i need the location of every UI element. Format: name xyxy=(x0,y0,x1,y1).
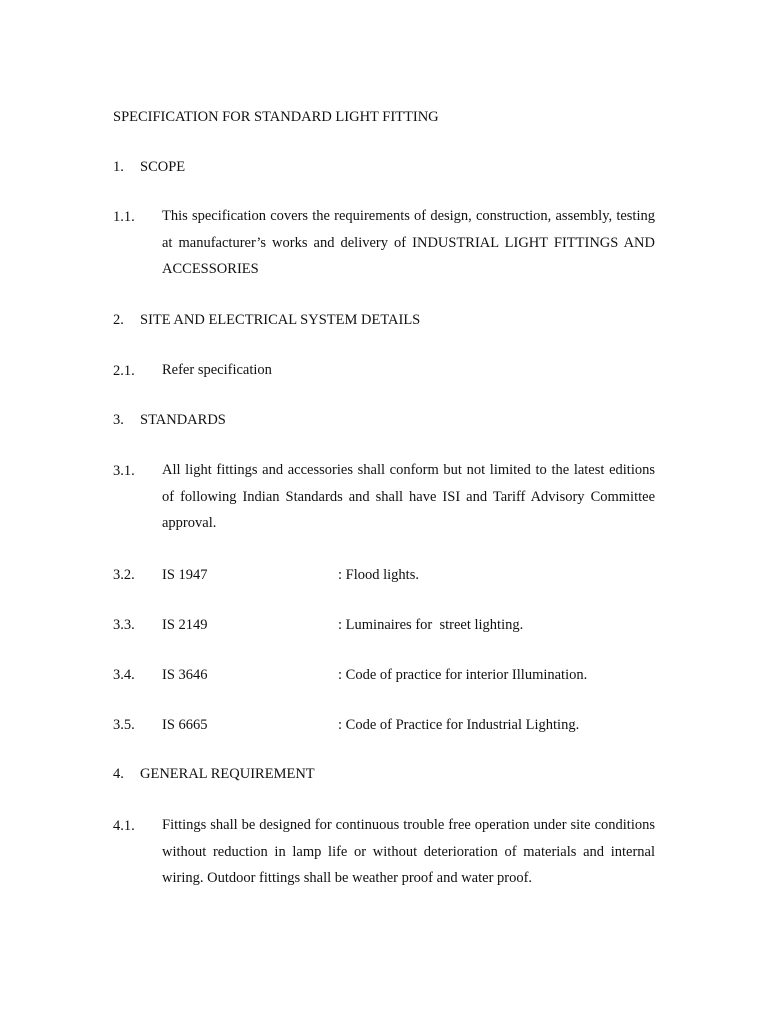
standard-description: : Flood lights. xyxy=(338,567,419,583)
section-title: SITE AND ELECTRICAL SYSTEM DETAILS xyxy=(140,312,421,328)
item-number: 1.1. xyxy=(113,209,135,225)
standard-code: IS 1947 xyxy=(162,567,208,583)
item-number: 3.2. xyxy=(113,567,135,583)
section-title: SCOPE xyxy=(140,159,186,175)
paragraph-refer: Refer specification xyxy=(162,362,272,378)
section-heading-scope xyxy=(113,158,185,176)
paragraph-standards: All light fittings and accessories shall conform but not limited to the latest editions of following Indian Standards and shall have ISI and Tariff Advisory Committee approval. xyxy=(162,462,655,531)
item-number: 3.1. xyxy=(113,463,135,479)
section-title: GENERAL REQUIREMENT xyxy=(140,766,315,782)
section-number: 2. xyxy=(113,312,124,328)
section-heading-site-details xyxy=(113,311,420,329)
paragraph-general-requirement: Fittings shall be designed for continuous trouble free operation under site conditions without reduction in lamp life or without deterioration of materials and internal wiring. Outdoor fittings shall be weather proof and water proof. xyxy=(162,817,655,886)
item-number: 2.1. xyxy=(113,363,135,379)
item-number: 3.5. xyxy=(113,717,135,733)
standard-description: : Luminaires for street lighting. xyxy=(338,617,524,633)
section-number: 1. xyxy=(113,159,124,175)
paragraph-scope: This specification covers the requirements of design, construction, assembly, testing at manufacturer’s works and delivery of INDUSTRIAL LIGHT FITTINGS AND ACCESSORIES xyxy=(162,208,655,277)
standard-code: IS 6665 xyxy=(162,717,208,733)
document-title: SPECIFICATION FOR STANDARD LIGHT FITTING xyxy=(113,109,439,125)
section-number: 4. xyxy=(113,766,124,782)
section-title: STANDARDS xyxy=(140,412,226,428)
section-heading-general-requirement xyxy=(113,765,315,783)
standard-description: : Code of practice for interior Illumination. xyxy=(338,667,588,683)
item-number: 3.3. xyxy=(113,617,135,633)
section-heading-standards xyxy=(113,411,226,429)
standard-code: IS 2149 xyxy=(162,617,208,633)
section-number: 3. xyxy=(113,412,124,428)
standard-code: IS 3646 xyxy=(162,667,208,683)
standard-description: : Code of Practice for Industrial Lighting. xyxy=(338,717,580,733)
item-number: 3.4. xyxy=(113,667,135,683)
item-number: 4.1. xyxy=(113,818,135,834)
